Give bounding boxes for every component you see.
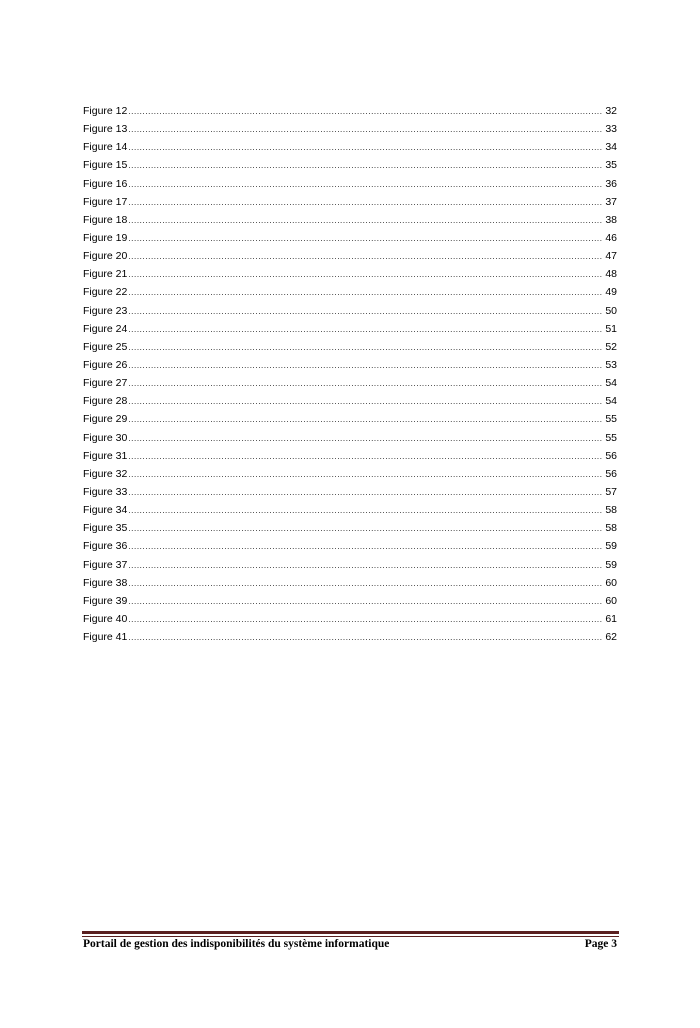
toc-entry-page: 56 — [605, 449, 617, 462]
toc-dot-leader — [128, 357, 603, 375]
footer-page-number: Page 3 — [584, 938, 617, 950]
toc-dot-leader — [128, 484, 603, 502]
toc-entry-page: 56 — [605, 467, 617, 480]
toc-entry-page: 32 — [605, 105, 617, 117]
footer-rule-thick — [82, 931, 619, 934]
toc-entry-label: Figure 39 — [83, 594, 128, 607]
toc-dot-leader — [128, 339, 603, 357]
toc-entry-label: Figure 13 — [83, 123, 128, 136]
toc-entry-label: Figure 23 — [83, 304, 128, 317]
toc-entry-page: 57 — [605, 485, 617, 498]
toc-entry-label: Figure 20 — [83, 250, 128, 263]
toc-entry-label: Figure 33 — [83, 485, 128, 498]
toc-entry[interactable] — [83, 356, 617, 374]
toc-entry-page: 60 — [605, 594, 617, 607]
toc-entry[interactable] — [83, 265, 617, 283]
toc-dot-leader — [128, 411, 603, 429]
toc-dot-leader — [128, 575, 603, 593]
toc-dot-leader — [128, 466, 603, 484]
toc-entry-page: 34 — [605, 141, 617, 154]
toc-entry[interactable] — [83, 102, 617, 120]
toc-entry[interactable] — [83, 302, 617, 320]
toc-entry-label: Figure 40 — [83, 612, 128, 625]
toc-dot-leader — [128, 266, 603, 284]
toc-entry-page: 58 — [605, 522, 617, 535]
toc-dot-leader — [128, 103, 603, 121]
toc-entry-label: Figure 18 — [83, 213, 128, 226]
toc-entry-page: 54 — [605, 377, 617, 390]
toc-entry-page: 49 — [605, 286, 617, 299]
toc-dot-leader — [128, 321, 603, 339]
toc-dot-leader — [128, 284, 603, 302]
toc-entry-label: Figure 34 — [83, 504, 128, 517]
toc-entry-label: Figure 19 — [83, 231, 128, 244]
toc-entry-label: Figure 36 — [83, 540, 128, 553]
toc-entry-page: 48 — [605, 268, 617, 281]
toc-entry-page: 38 — [605, 213, 617, 226]
toc-entry[interactable] — [83, 138, 617, 156]
toc-dot-leader — [128, 430, 603, 448]
toc-entry-page: 55 — [605, 431, 617, 444]
toc-entry-page: 47 — [605, 250, 617, 263]
footer-rule-thin — [82, 936, 619, 937]
toc-dot-leader — [128, 375, 603, 393]
toc-entry[interactable] — [83, 211, 617, 229]
toc-entry-label: Figure 41 — [83, 631, 128, 644]
toc-entry[interactable] — [83, 537, 617, 555]
toc-entry-label: Figure 26 — [83, 358, 128, 371]
toc-dot-leader — [128, 212, 603, 230]
toc-entry[interactable] — [83, 247, 617, 265]
toc-entry[interactable] — [83, 465, 617, 483]
toc-dot-leader — [128, 176, 603, 194]
toc-dot-leader — [128, 593, 603, 611]
toc-entry[interactable] — [83, 592, 617, 610]
toc-entry[interactable] — [83, 320, 617, 338]
toc-entry[interactable] — [83, 628, 617, 646]
toc-entry-label: Figure 21 — [83, 268, 128, 281]
toc-entry-page: 36 — [605, 177, 617, 190]
toc-dot-leader — [128, 520, 603, 538]
toc-dot-leader — [128, 230, 603, 248]
toc-entry[interactable] — [83, 120, 617, 138]
toc-entry-page: 46 — [605, 231, 617, 244]
toc-entry[interactable] — [83, 410, 617, 428]
toc-entry[interactable] — [83, 556, 617, 574]
toc-dot-leader — [128, 557, 603, 575]
table-of-figures — [83, 102, 617, 646]
toc-dot-leader — [128, 194, 603, 212]
toc-entry-page: 62 — [605, 631, 617, 644]
toc-entry-page: 58 — [605, 504, 617, 517]
toc-entry-label: Figure 24 — [83, 322, 128, 335]
toc-dot-leader — [128, 393, 603, 411]
toc-entry-label: Figure 25 — [83, 340, 128, 353]
toc-entry[interactable] — [83, 429, 617, 447]
toc-entry-label: Figure 27 — [83, 377, 128, 390]
toc-entry[interactable] — [83, 229, 617, 247]
toc-entry[interactable] — [83, 519, 617, 537]
toc-entry[interactable] — [83, 193, 617, 211]
toc-entry-page: 54 — [605, 395, 617, 408]
toc-entry[interactable] — [83, 501, 617, 519]
toc-entry-page: 52 — [605, 340, 617, 353]
toc-entry-label: Figure 12 — [83, 105, 128, 117]
toc-dot-leader — [128, 157, 603, 175]
toc-entry-page: 61 — [605, 612, 617, 625]
toc-entry-page: 59 — [605, 558, 617, 571]
toc-entry[interactable] — [83, 574, 617, 592]
toc-entry-page: 53 — [605, 358, 617, 371]
toc-entry-label: Figure 16 — [83, 177, 128, 190]
toc-entry[interactable] — [83, 392, 617, 410]
toc-entry[interactable] — [83, 610, 617, 628]
toc-dot-leader — [128, 611, 603, 629]
toc-entry-page: 33 — [605, 123, 617, 136]
toc-entry[interactable] — [83, 483, 617, 501]
toc-entry-label: Figure 22 — [83, 286, 128, 299]
toc-dot-leader — [128, 629, 603, 647]
toc-entry-label: Figure 15 — [83, 159, 128, 172]
toc-entry[interactable] — [83, 374, 617, 392]
toc-entry-label: Figure 29 — [83, 413, 128, 426]
toc-entry[interactable] — [83, 175, 617, 193]
toc-entry-label: Figure 38 — [83, 576, 128, 589]
toc-entry-label: Figure 32 — [83, 467, 128, 480]
toc-entry-label: Figure 35 — [83, 522, 128, 535]
toc-entry-page: 35 — [605, 159, 617, 172]
toc-entry-page: 51 — [605, 322, 617, 335]
toc-entry-label: Figure 37 — [83, 558, 128, 571]
toc-entry-page: 55 — [605, 413, 617, 426]
toc-entry[interactable] — [83, 283, 617, 301]
toc-dot-leader — [128, 139, 603, 157]
toc-entry-label: Figure 14 — [83, 141, 128, 154]
toc-entry[interactable] — [83, 447, 617, 465]
toc-entry-page: 37 — [605, 195, 617, 208]
footer-document-title: Portail de gestion des indisponibilités du système informatique — [83, 938, 390, 950]
toc-entry-label: Figure 31 — [83, 449, 128, 462]
toc-entry[interactable] — [83, 338, 617, 356]
toc-entry-page: 50 — [605, 304, 617, 317]
toc-dot-leader — [128, 121, 603, 139]
toc-entry[interactable] — [83, 156, 617, 174]
toc-dot-leader — [128, 538, 603, 556]
toc-dot-leader — [128, 303, 603, 321]
toc-entry-page: 60 — [605, 576, 617, 589]
toc-entry-page: 59 — [605, 540, 617, 553]
toc-entry-label: Figure 30 — [83, 431, 128, 444]
toc-entry-label: Figure 28 — [83, 395, 128, 408]
toc-dot-leader — [128, 502, 603, 520]
toc-entry-label: Figure 17 — [83, 195, 128, 208]
toc-dot-leader — [128, 248, 603, 266]
toc-dot-leader — [128, 448, 603, 466]
